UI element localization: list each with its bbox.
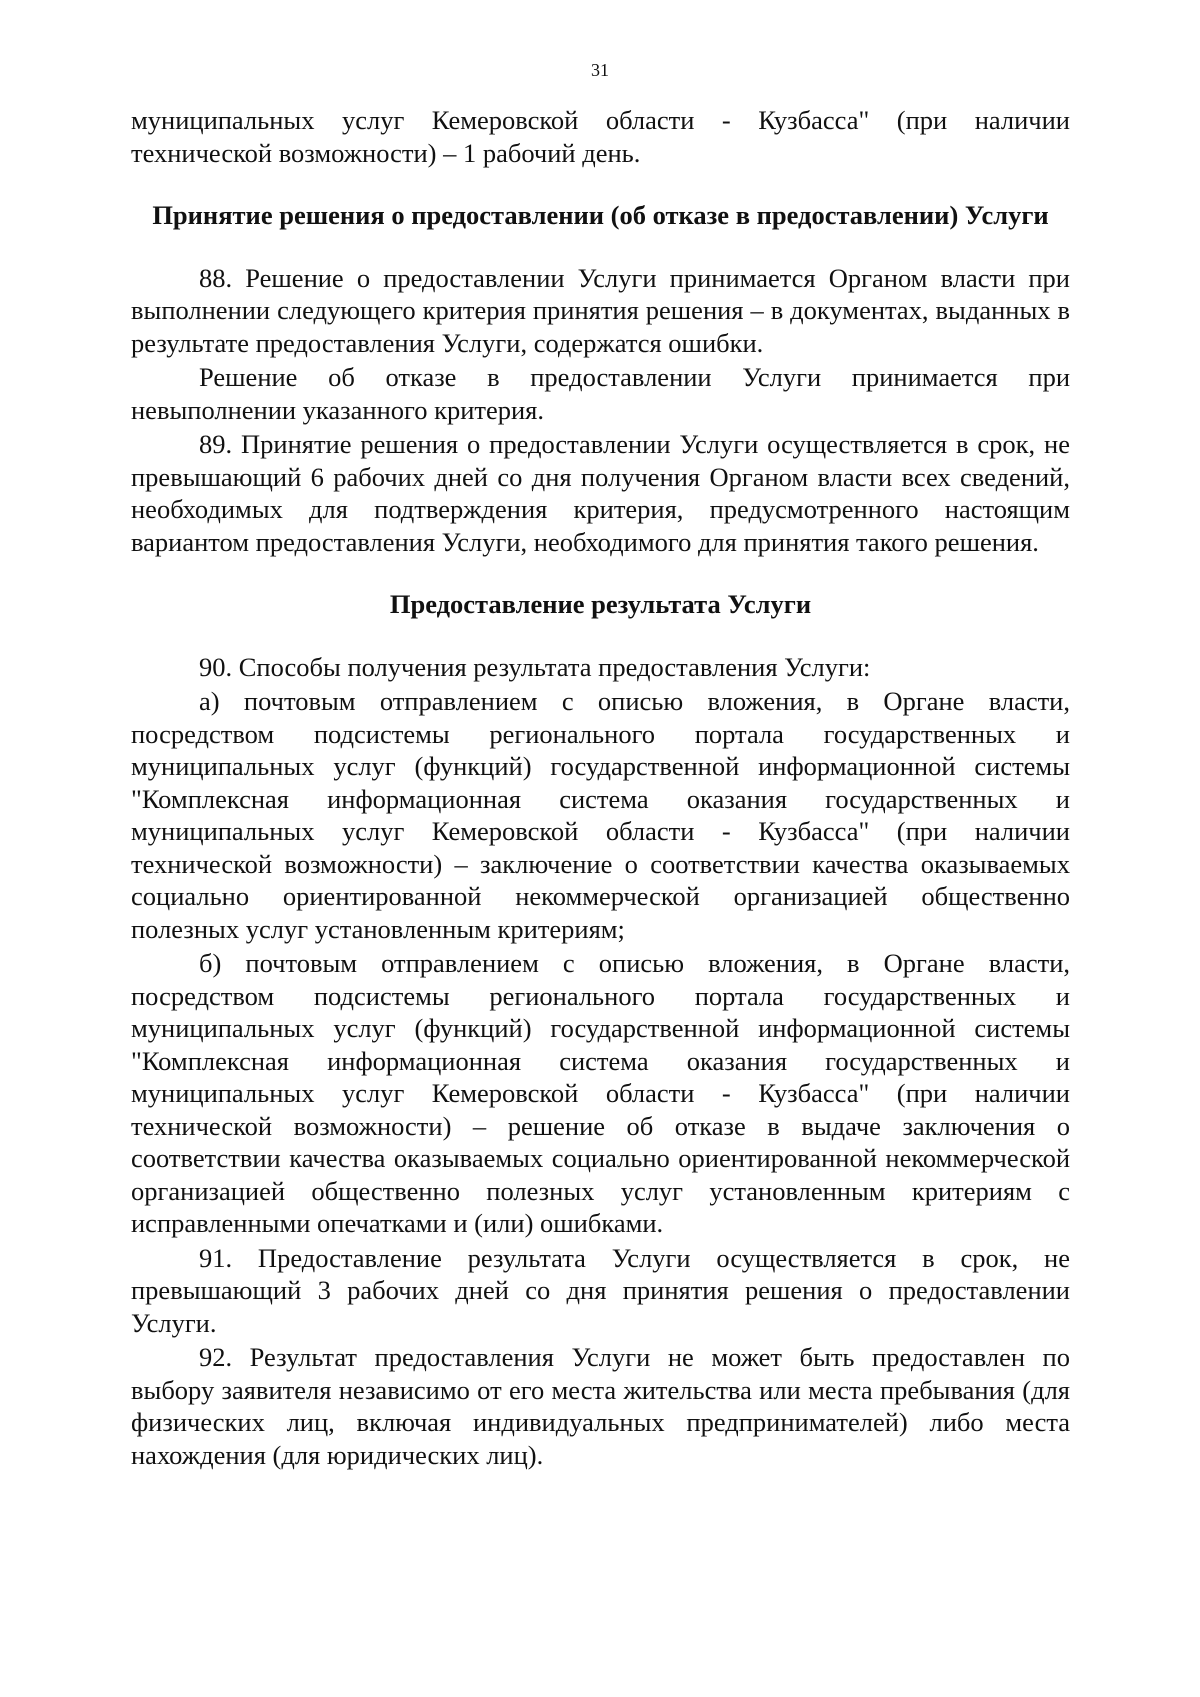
paragraph-88-refusal: Решение об отказе в предоставлении Услуги принимается при невыполнении указанного критерия. xyxy=(131,362,1070,425)
paragraph-continuation: муниципальных услуг Кемеровской области - Кузбасса" (при наличии технической возможности) – 1 рабочий день. xyxy=(131,105,1070,168)
section-heading-decision: Принятие решения о предоставлении (об отказе в предоставлении) Услуги xyxy=(152,200,1049,230)
paragraph-88: 88. Решение о предоставлении Услуги принимается Органом власти при выполнении следующего критерия принятия решения – в документах, выданных в результате предоставления Услуги, содержатся ошибки. xyxy=(131,262,1070,358)
document-body xyxy=(131,104,1070,1471)
paragraph-89: 89. Принятие решения о предоставлении Услуги осуществляется в срок, не превышающий 6 рабочих дней со дня получения Органом власти всех сведений, необходимых для подтверждения критерия, предусмотренного настоящим вариантом предоставления Услуги, необходимого для принятия такого решения. xyxy=(131,429,1070,557)
paragraph-90: 90. Способы получения результата предоставления Услуги: xyxy=(199,651,871,682)
section-heading-result: Предоставление результата Услуги xyxy=(389,589,812,619)
paragraph-92: 92. Результат предоставления Услуги не может быть предоставлен по выбору заявителя независимо от его места жительства или места пребывания (для физических лиц, включая индивидуальных предпринимателей) либо места нахождения (для юридических лиц). xyxy=(131,1342,1070,1470)
paragraph-90-b: б) почтовым отправлением с описью вложения, в Органе власти, посредством подсистемы регионального портала государственных и муниципальных услуг (функций) государственной информационной системы "Комплексная информационная система оказания государственных и муниципальных услуг Кемеровской области - Кузбасса" (при наличии технической возможности) – решение об отказе в выдаче заключения о соответствии качества оказываемых социально ориентированной некоммерческой организацией общественно полезных услуг установленным критериям с исправленными опечатками и (или) ошибками. xyxy=(131,948,1070,1238)
paragraph-91: 91. Предоставление результата Услуги осуществляется в срок, не превышающий 3 рабочих дней со дня принятия решения о предоставлении Услуги. xyxy=(131,1242,1070,1338)
page-number: 31 xyxy=(591,60,609,80)
paragraph-90-a: а) почтовым отправлением с описью вложения, в Органе власти, посредством подсистемы регионального портала государственных и муниципальных услуг (функций) государственной информационной системы "Комплексная информационная система оказания государственных и муниципальных услуг Кемеровской области - Кузбасса" (при наличии технической возможности) – заключение о соответствии качества оказываемых социально ориентированной некоммерческой организацией общественно полезных услуг установленным критериям; xyxy=(131,686,1070,944)
